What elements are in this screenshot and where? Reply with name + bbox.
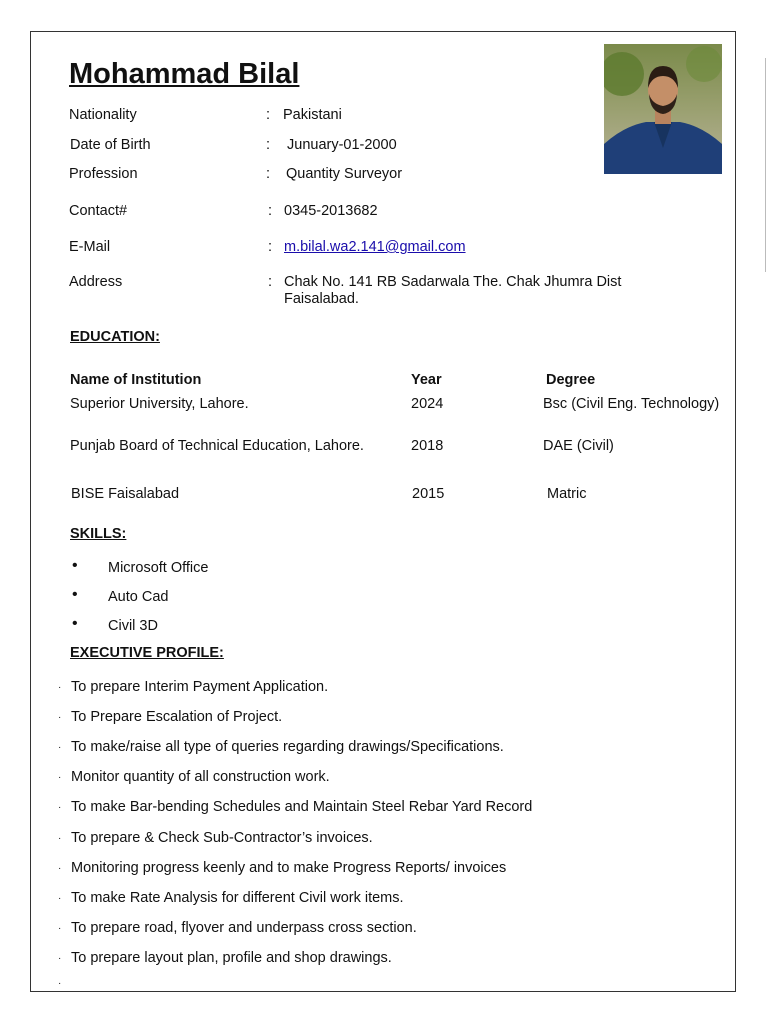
list-marker: ·: [58, 893, 62, 904]
education-degree: Bsc (Civil Eng. Technology): [543, 396, 720, 412]
address-value-line2: Faisalabad.: [284, 291, 359, 307]
profession-label: Profession: [69, 166, 138, 182]
education-header-institution: Name of Institution: [70, 372, 202, 388]
contact-value: 0345-2013682: [284, 203, 378, 219]
education-degree: Matric: [547, 486, 587, 502]
list-marker: ·: [58, 772, 62, 783]
list-marker: ·: [58, 802, 62, 813]
address-label: Address: [69, 274, 123, 290]
bullet-icon: •: [72, 615, 78, 632]
list-marker: ·: [58, 712, 62, 723]
skill-item: Civil 3D: [108, 618, 158, 634]
profile-item: To prepare layout plan, profile and shop drawings.: [71, 950, 392, 966]
education-degree: DAE (Civil): [543, 438, 614, 454]
separator: :: [266, 166, 271, 182]
profile-item: Monitoring progress keenly and to make Progress Reports/ invoices: [71, 860, 507, 876]
skill-item: Auto Cad: [108, 589, 169, 605]
profile-item: To prepare & Check Sub-Contractor’s invoices.: [71, 830, 373, 846]
education-year: 2015: [412, 486, 445, 502]
address-value-line1: Chak No. 141 RB Sadarwala The. Chak Jhumra Dist: [284, 274, 622, 290]
education-year: 2018: [411, 438, 444, 454]
education-year: 2024: [411, 396, 444, 412]
profile-photo: [604, 44, 722, 174]
education-institution: Superior University, Lahore.: [70, 396, 249, 412]
list-marker: ·: [58, 953, 62, 964]
education-header-year: Year: [411, 372, 442, 388]
profile-item: To prepare Interim Payment Application.: [71, 679, 329, 695]
list-marker: ·: [58, 833, 62, 844]
profession-value: Quantity Surveyor: [286, 166, 403, 182]
dob-label: Date of Birth: [70, 137, 151, 153]
skills-heading: SKILLS:: [70, 526, 127, 542]
profile-item: Monitor quantity of all construction work.: [71, 769, 330, 785]
profile-item: To make Rate Analysis for different Civil work items.: [71, 890, 404, 906]
bullet-icon: •: [72, 586, 78, 603]
separator: :: [268, 274, 273, 290]
contact-label: Contact#: [69, 203, 128, 219]
profile-item: To prepare road, flyover and underpass cross section.: [71, 920, 417, 936]
separator: :: [268, 203, 273, 219]
separator: :: [266, 107, 271, 123]
list-marker: ·: [58, 742, 62, 753]
profile-item: To make Bar-bending Schedules and Maintain Steel Rebar Yard Record: [71, 799, 533, 815]
profile-item: To make/raise all type of queries regarding drawings/Specifications.: [71, 739, 504, 755]
separator: :: [266, 137, 271, 153]
nationality-value: Pakistani: [283, 107, 342, 123]
profile-item: To Prepare Escalation of Project.: [71, 709, 283, 725]
bullet-icon: •: [72, 557, 78, 574]
nationality-label: Nationality: [69, 107, 137, 123]
list-marker: ·: [58, 978, 62, 989]
education-institution: Punjab Board of Technical Education, Lahore.: [70, 438, 364, 454]
education-institution: BISE Faisalabad: [71, 486, 180, 502]
page-edge-mark: [765, 58, 766, 272]
email-label: E-Mail: [69, 239, 111, 255]
list-marker: ·: [58, 923, 62, 934]
dob-value: Junuary-01-2000: [287, 137, 397, 153]
separator: :: [268, 239, 273, 255]
candidate-name: Mohammad Bilal: [69, 58, 300, 90]
list-marker: ·: [58, 682, 62, 693]
executive-profile-heading: EXECUTIVE PROFILE:: [70, 645, 224, 661]
list-marker: ·: [58, 863, 62, 874]
email-link[interactable]: m.bilal.wa2.141@gmail.com: [284, 239, 466, 255]
skill-item: Microsoft Office: [108, 560, 209, 576]
education-header-degree: Degree: [546, 372, 596, 388]
education-heading: EDUCATION:: [70, 329, 160, 345]
